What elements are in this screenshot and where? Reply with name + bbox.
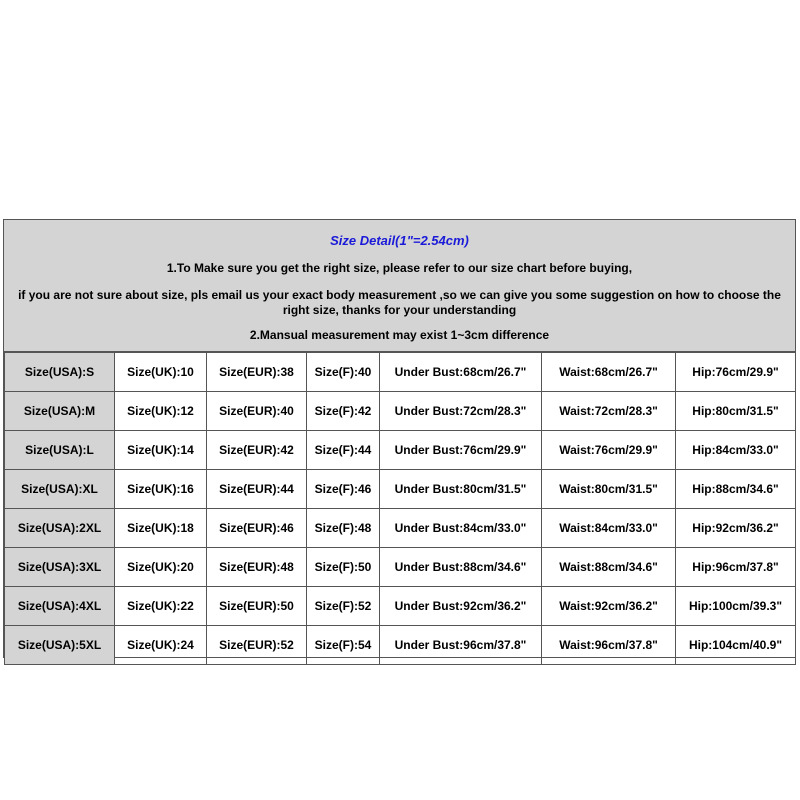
cell-usa: Size(USA):4XL bbox=[5, 587, 115, 626]
cell-uk: Size(UK):14 bbox=[115, 431, 207, 470]
cell-f: Size(F):42 bbox=[307, 392, 380, 431]
cell-hip: Hip:96cm/37.8" bbox=[676, 548, 796, 587]
size-note-1: 1.To Make sure you get the right size, please refer to our size chart before buying, bbox=[166, 261, 633, 275]
cell-under-bust: Under Bust:76cm/29.9" bbox=[380, 431, 542, 470]
cell-waist: Waist:76cm/29.9" bbox=[542, 431, 676, 470]
cell-under-bust: Under Bust:96cm/37.8" bbox=[380, 626, 542, 665]
cell-eur: Size(EUR):50 bbox=[207, 587, 307, 626]
cell-under-bust: Under Bust:92cm/36.2" bbox=[380, 587, 542, 626]
size-note-3: 2.Mansual measurement may exist 1~3cm difference bbox=[249, 328, 550, 342]
cell-eur: Size(EUR):44 bbox=[207, 470, 307, 509]
cell-waist: Waist:88cm/34.6" bbox=[542, 548, 676, 587]
cell-under-bust: Under Bust:68cm/26.7" bbox=[380, 353, 542, 392]
size-chart-header bbox=[4, 220, 795, 352]
table-row bbox=[5, 470, 796, 509]
cell-eur: Size(EUR):46 bbox=[207, 509, 307, 548]
cell-eur: Size(EUR):40 bbox=[207, 392, 307, 431]
cell-eur: Size(EUR):48 bbox=[207, 548, 307, 587]
table-row bbox=[5, 431, 796, 470]
cell-hip: Hip:80cm/31.5" bbox=[676, 392, 796, 431]
cell-hip: Hip:88cm/34.6" bbox=[676, 470, 796, 509]
cell-usa: Size(USA):L bbox=[5, 431, 115, 470]
cell-hip: Hip:100cm/39.3" bbox=[676, 587, 796, 626]
cell-eur: Size(EUR):38 bbox=[207, 353, 307, 392]
cell-waist: Waist:84cm/33.0" bbox=[542, 509, 676, 548]
size-chart-title: Size Detail(1"=2.54cm) bbox=[330, 233, 469, 248]
cell-f: Size(F):46 bbox=[307, 470, 380, 509]
size-note-2: if you are not sure about size, pls email us your exact body measurement ,so we can give you some suggestion on how to choose the right size, thanks for your understanding bbox=[18, 288, 781, 317]
table-row bbox=[5, 509, 796, 548]
cell-usa: Size(USA):5XL bbox=[5, 626, 115, 665]
cell-f: Size(F):50 bbox=[307, 548, 380, 587]
cell-waist: Waist:96cm/37.8" bbox=[542, 626, 676, 665]
cell-usa: Size(USA):2XL bbox=[5, 509, 115, 548]
cell-waist: Waist:80cm/31.5" bbox=[542, 470, 676, 509]
cell-eur: Size(EUR):52 bbox=[207, 626, 307, 665]
cell-uk: Size(UK):12 bbox=[115, 392, 207, 431]
cell-uk: Size(UK):10 bbox=[115, 353, 207, 392]
table-row bbox=[5, 548, 796, 587]
cell-waist: Waist:68cm/26.7" bbox=[542, 353, 676, 392]
cell-usa: Size(USA):3XL bbox=[5, 548, 115, 587]
cell-f: Size(F):54 bbox=[307, 626, 380, 665]
cell-eur: Size(EUR):42 bbox=[207, 431, 307, 470]
cell-hip: Hip:104cm/40.9" bbox=[676, 626, 796, 665]
cell-f: Size(F):48 bbox=[307, 509, 380, 548]
cell-uk: Size(UK):24 bbox=[115, 626, 207, 665]
cell-uk: Size(UK):18 bbox=[115, 509, 207, 548]
size-table bbox=[4, 352, 796, 665]
cell-f: Size(F):40 bbox=[307, 353, 380, 392]
table-row bbox=[5, 392, 796, 431]
cell-usa: Size(USA):M bbox=[5, 392, 115, 431]
cell-uk: Size(UK):20 bbox=[115, 548, 207, 587]
cell-waist: Waist:92cm/36.2" bbox=[542, 587, 676, 626]
size-chart bbox=[3, 219, 796, 658]
table-row bbox=[5, 353, 796, 392]
table-row bbox=[5, 587, 796, 626]
cell-usa: Size(USA):S bbox=[5, 353, 115, 392]
cell-under-bust: Under Bust:84cm/33.0" bbox=[380, 509, 542, 548]
cell-usa: Size(USA):XL bbox=[5, 470, 115, 509]
cell-f: Size(F):52 bbox=[307, 587, 380, 626]
size-table-body bbox=[5, 353, 796, 665]
cell-waist: Waist:72cm/28.3" bbox=[542, 392, 676, 431]
cell-under-bust: Under Bust:72cm/28.3" bbox=[380, 392, 542, 431]
cell-hip: Hip:92cm/36.2" bbox=[676, 509, 796, 548]
cell-hip: Hip:84cm/33.0" bbox=[676, 431, 796, 470]
cell-uk: Size(UK):16 bbox=[115, 470, 207, 509]
cell-under-bust: Under Bust:80cm/31.5" bbox=[380, 470, 542, 509]
cell-hip: Hip:76cm/29.9" bbox=[676, 353, 796, 392]
table-row bbox=[5, 626, 796, 665]
cell-uk: Size(UK):22 bbox=[115, 587, 207, 626]
cell-under-bust: Under Bust:88cm/34.6" bbox=[380, 548, 542, 587]
cell-f: Size(F):44 bbox=[307, 431, 380, 470]
